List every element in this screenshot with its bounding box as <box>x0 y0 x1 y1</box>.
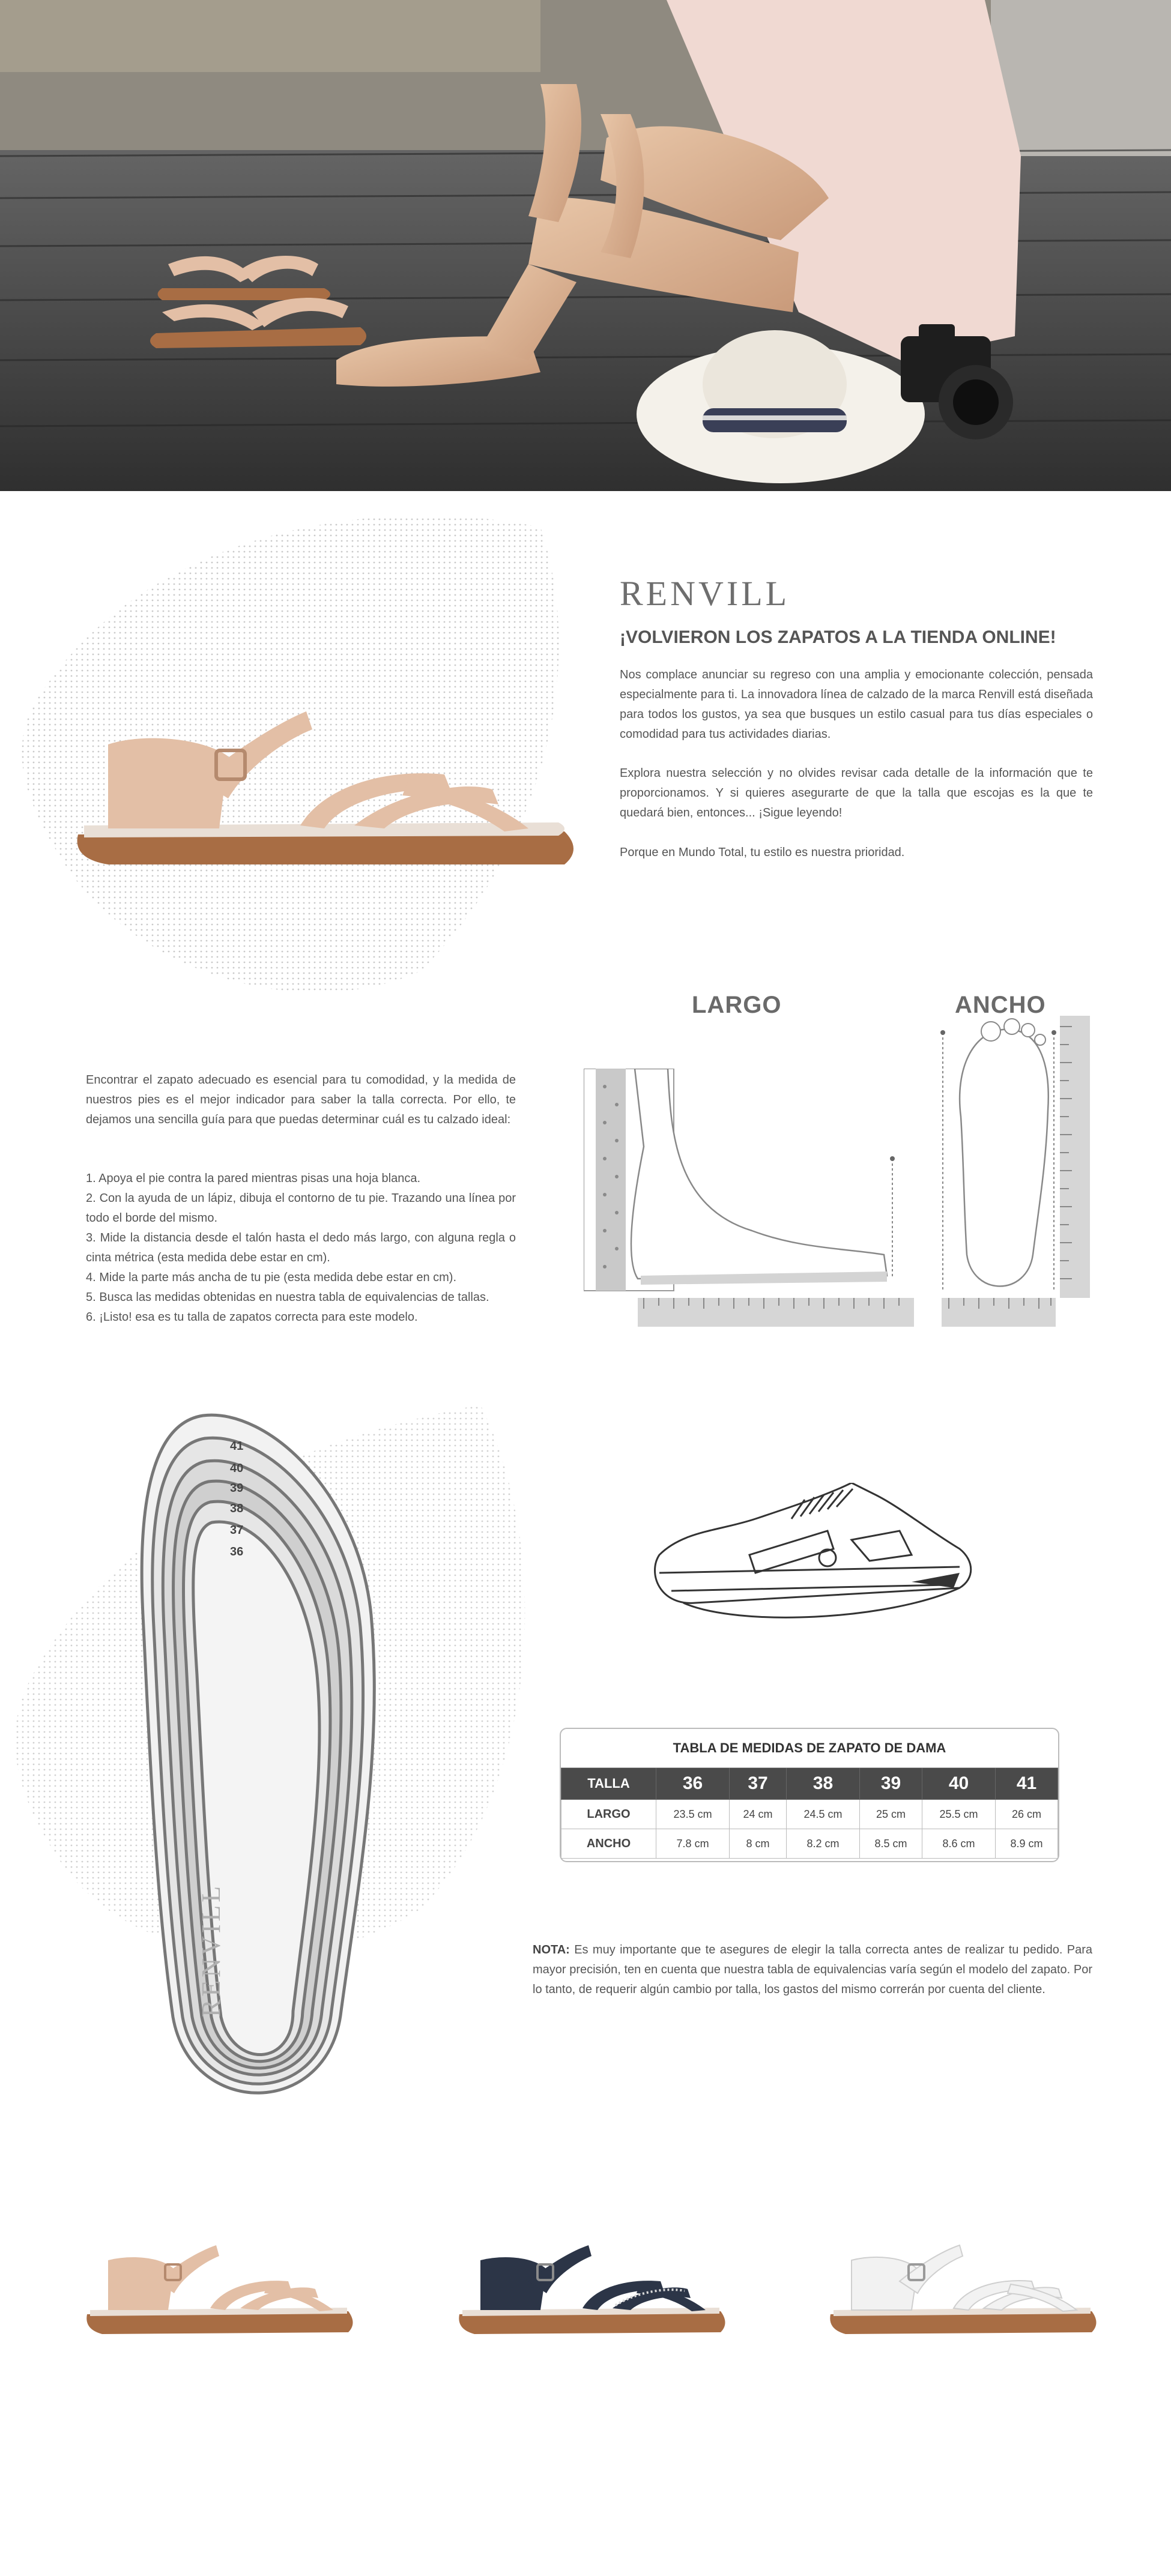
table-row <box>561 1800 1058 1829</box>
size-table-title: TABLA DE MEDIDAS DE ZAPATO DE DAMA <box>561 1729 1058 1768</box>
table-cell: 25.5 cm <box>922 1800 995 1829</box>
sneaker-illustration <box>647 1483 978 1633</box>
table-cell: 7.8 cm <box>656 1829 730 1859</box>
sneaker-outline <box>647 1483 978 1633</box>
insole-size-label: 37 <box>230 1524 244 1537</box>
largo-diagram <box>584 1069 920 1333</box>
table-cell: 8.5 cm <box>860 1829 922 1859</box>
size-header-cell: 38 <box>786 1768 859 1800</box>
intro-paragraph-2: Explora nuestra selección y no olvides revisar cada detalle de la información que te proporcionamos. Y si quieres asegurarte de que la talla que escojas es la que te quedará bien, entonces... ¡Sigue leyendo! <box>620 767 1093 819</box>
size-header-cell: 40 <box>922 1768 995 1800</box>
table-cell: 8.6 cm <box>922 1829 995 1859</box>
ancho-title: ANCHO <box>955 992 1046 1018</box>
guide-step: 2. Con la ayuda de un lápiz, dibuja el contorno de tu pie. Trazando una línea por todo el borde del mismo. <box>86 1192 516 1225</box>
insole-outlines <box>131 1411 389 2125</box>
sandal-navy <box>456 2233 727 2341</box>
nota-block <box>533 1940 1092 2000</box>
foot-side-view <box>584 1069 920 1333</box>
size-header-cell: 36 <box>656 1768 730 1800</box>
size-header-cell: 39 <box>860 1768 922 1800</box>
insole-size-label: 40 <box>230 1462 244 1475</box>
row-label-largo: LARGO <box>561 1800 656 1829</box>
hero-scene <box>0 0 1171 491</box>
guide-step: 5. Busca las medidas obtenidas en nuestra tabla de equivalencias de tallas. <box>86 1291 489 1304</box>
variant-sandal-navy <box>456 2233 727 2341</box>
guide-step: 3. Mide la distancia desde el talón hasta el dedo más largo, con alguna regla o cinta métrica (esta medida debe estar en cm). <box>86 1231 516 1264</box>
guide-steps <box>86 1169 516 1327</box>
intro-paragraph-3: Porque en Mundo Total, tu estilo es nuestra prioridad. <box>620 846 905 859</box>
foot-top-view <box>937 1009 1093 1333</box>
table-cell: 8.9 cm <box>996 1829 1058 1859</box>
featured-sandal <box>72 684 576 864</box>
guide-step: 1. Apoya el pie contra la pared mientras pisas una hoja blanca. <box>86 1172 421 1185</box>
ancho-diagram <box>937 1009 1093 1333</box>
largo-title: LARGO <box>692 992 782 1018</box>
insole-brand-mark: RENVILL <box>196 1883 226 2017</box>
variant-sandal-rose-gold <box>84 2233 354 2341</box>
guide-intro: Encontrar el zapato adecuado es esencial para tu comodidad, y la medida de nuestros pies es el mejor indicador para saber la talla correcta. Por ello, te dejamos una sencilla guía para que puedas determinar cuál es tu calzado ideal: <box>86 1073 516 1126</box>
insole-size-label: 36 <box>230 1545 244 1558</box>
size-header-cell: 41 <box>996 1768 1058 1800</box>
hero-photo <box>0 0 1171 491</box>
table-cell: 8.2 cm <box>786 1829 859 1859</box>
size-table-header-row <box>561 1768 1058 1800</box>
sandal-white <box>828 2233 1098 2341</box>
intro-headline: ¡VOLVIERON LOS ZAPATOS A LA TIENDA ONLINE! <box>620 627 1056 647</box>
size-table-header-label: TALLA <box>561 1768 656 1800</box>
nota-label: NOTA: <box>533 1943 570 1956</box>
nota-text: Es muy importante que te asegures de elegir la talla correcta antes de realizar tu pedido. Para mayor precisión, ten en cuenta que nuestra tabla de equivalencias varía según el modelo del zapato. Por lo tanto, de requerir algún cambio por talla, los gastos del mismo correrán por cuenta del cliente. <box>533 1943 1092 1996</box>
table-cell: 8 cm <box>730 1829 787 1859</box>
size-table <box>560 1728 1059 1862</box>
insole-diagram <box>131 1411 389 2125</box>
intro-paragraph-1: Nos complace anunciar su regreso con una amplia y emocionante colección, pensada especialmente para ti. La innovadora línea de calzado de la marca Renvill está diseñada para todos los gustos, ya sea que busques un estilo casual para tus días especiales o comodidad para tus actividades diarias. <box>620 668 1093 741</box>
brand-logo: RENVILL <box>620 574 790 613</box>
table-cell: 24.5 cm <box>786 1800 859 1829</box>
insole-size-label: 39 <box>230 1482 244 1495</box>
size-header-cell: 37 <box>730 1768 787 1800</box>
table-row <box>561 1829 1058 1859</box>
table-cell: 23.5 cm <box>656 1800 730 1829</box>
sandal-illustration <box>72 684 576 864</box>
sandal-rose-gold <box>84 2233 354 2341</box>
table-cell: 24 cm <box>730 1800 787 1829</box>
guide-step: 6. ¡Listo! esa es tu talla de zapatos correcta para este modelo. <box>86 1311 418 1324</box>
guide-step: 4. Mide la parte más ancha de tu pie (esta medida debe estar en cm). <box>86 1271 457 1284</box>
insole-size-label: 41 <box>230 1440 244 1453</box>
variant-sandal-white <box>828 2233 1098 2341</box>
row-label-ancho: ANCHO <box>561 1829 656 1859</box>
table-cell: 26 cm <box>996 1800 1058 1829</box>
insole-size-label: 38 <box>230 1502 244 1515</box>
table-cell: 25 cm <box>860 1800 922 1829</box>
